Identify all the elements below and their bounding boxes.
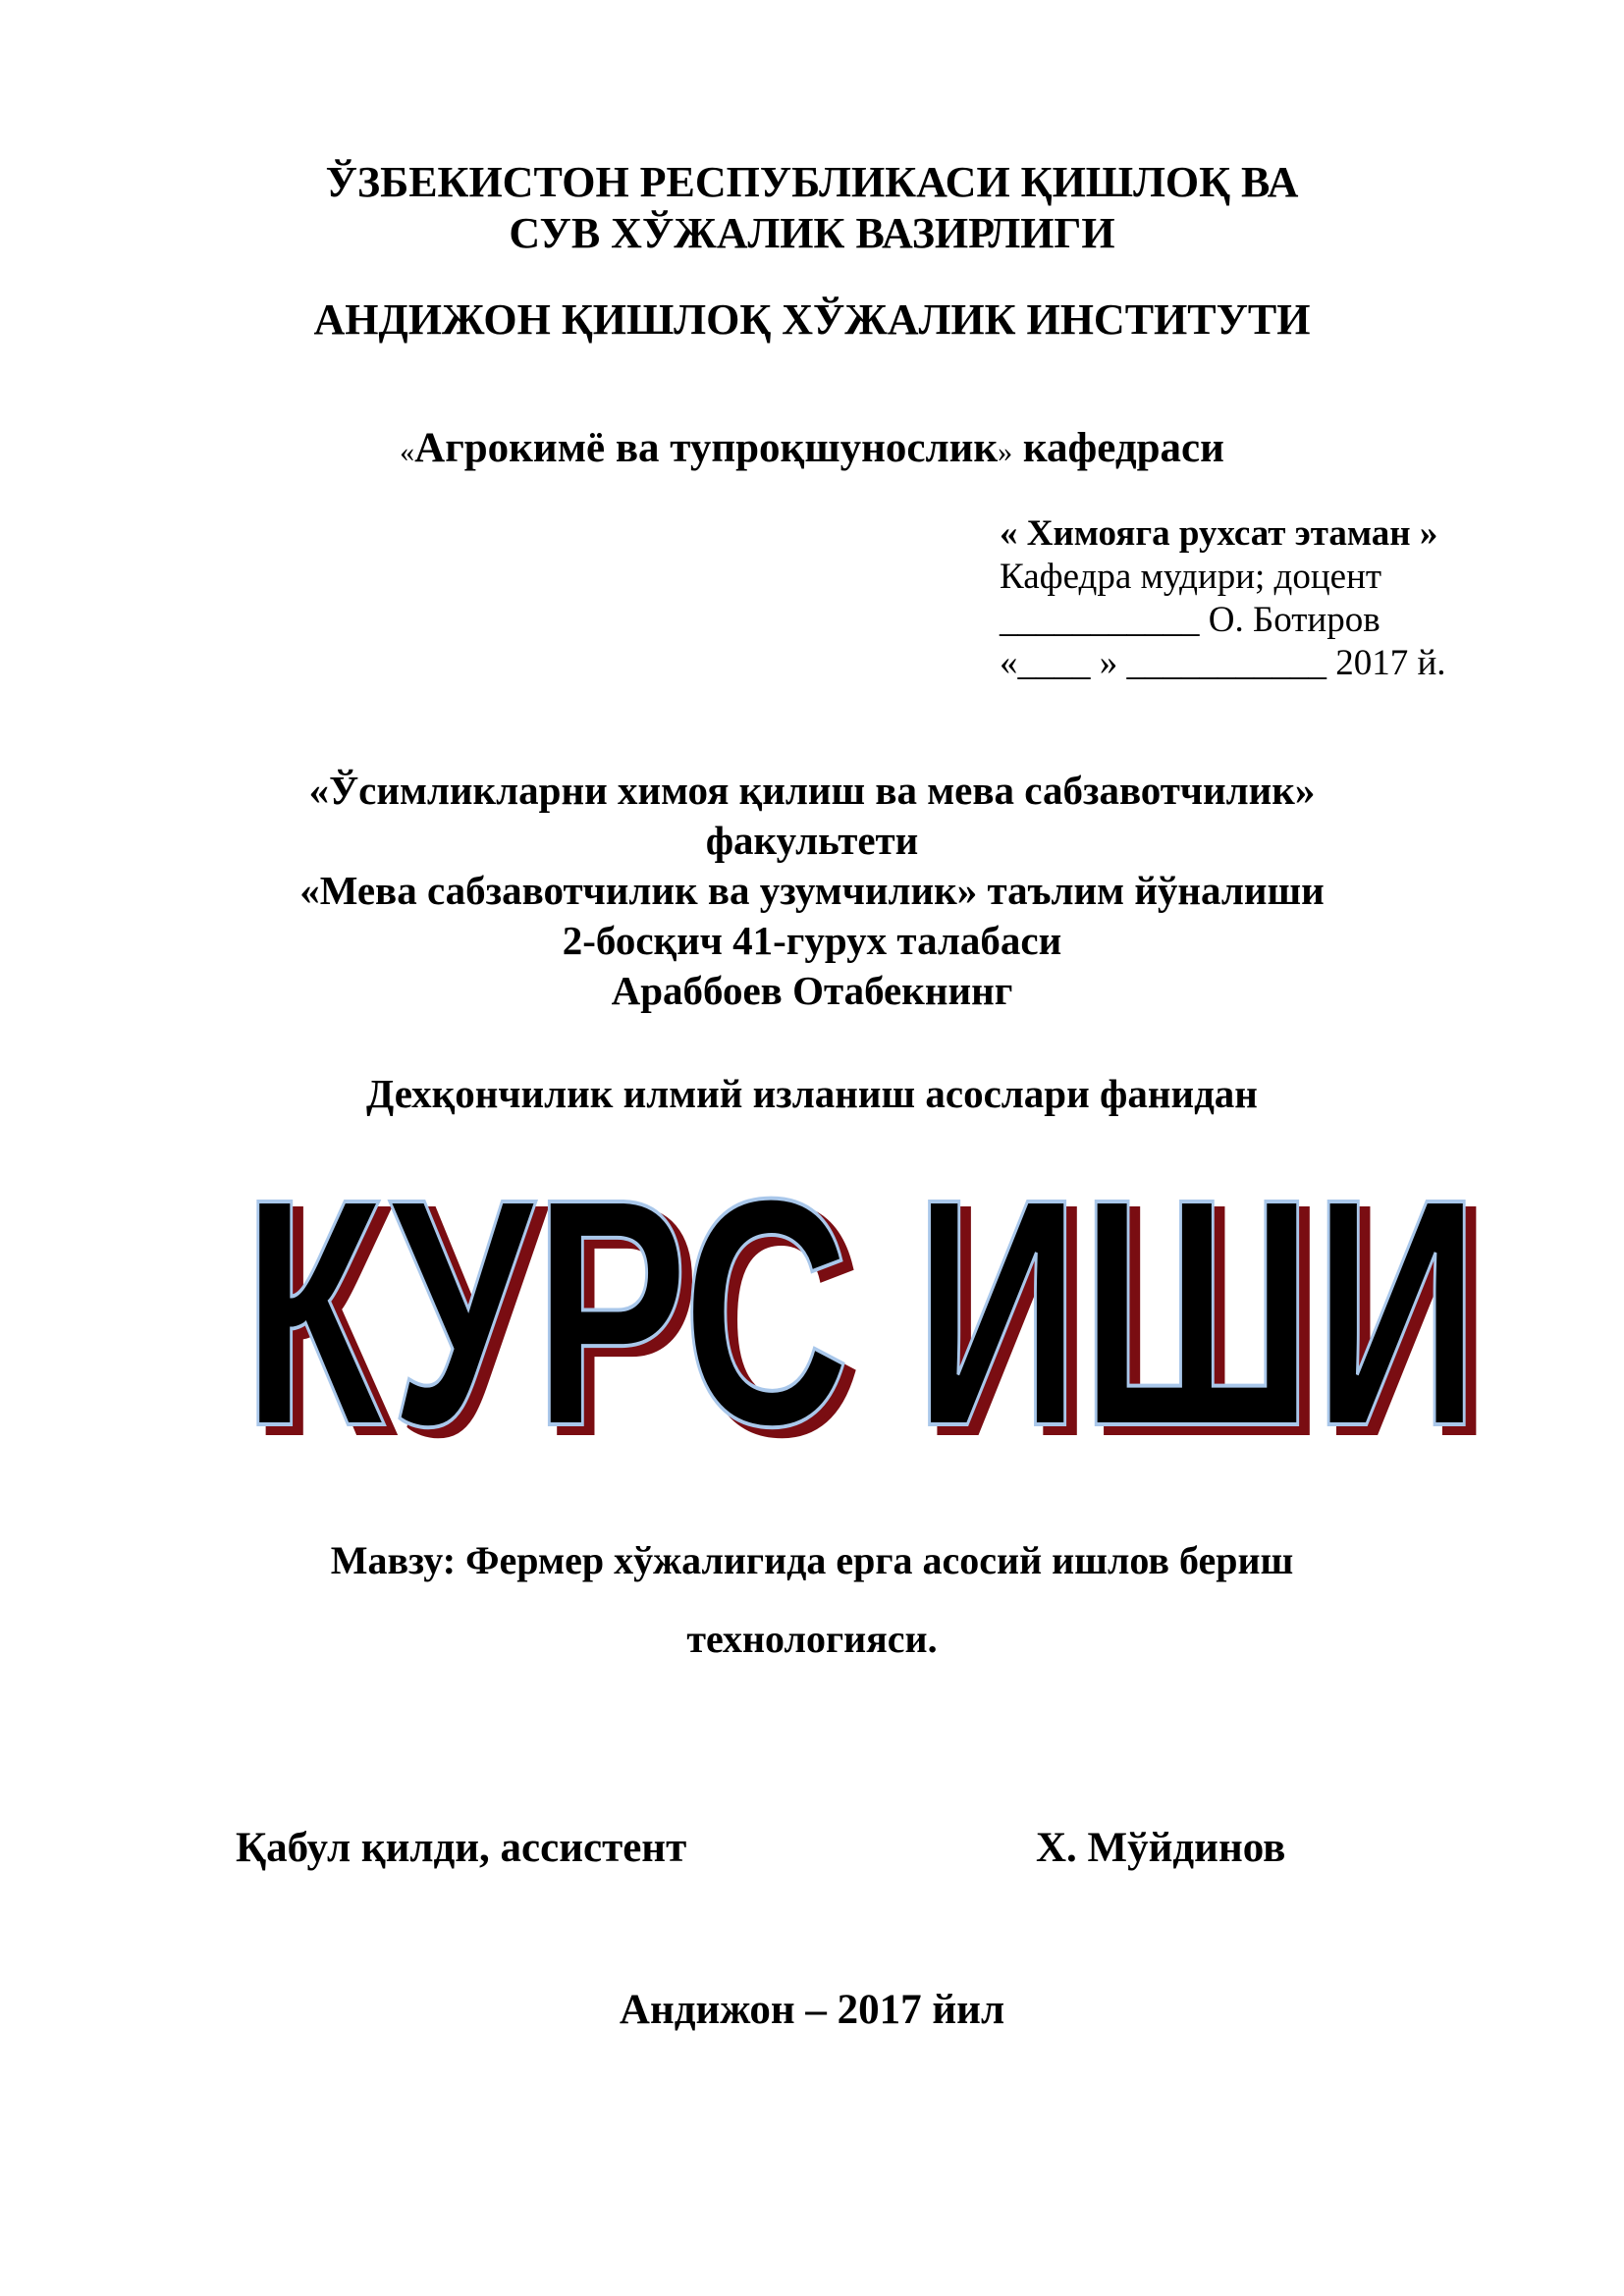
department-name: Агрокимё ва тупроқшунослик xyxy=(414,425,999,471)
main-title xyxy=(231,1163,1492,1458)
topic-line-2: технологияси. xyxy=(686,1617,938,1661)
main-title-shadow: КУРС ИШИ xyxy=(252,1163,1489,1458)
direction-line: «Мева сабзавотчилик ва узумчилик» таълим йўналиши xyxy=(299,868,1325,913)
ministry-line-1: ЎЗБЕКИСТОН РЕСПУБЛИКАСИ ҚИШЛОҚ ВА xyxy=(325,158,1299,206)
department-suffix: кафедраси xyxy=(1012,425,1224,471)
department-open-quote: « xyxy=(400,436,415,468)
faculty-line-1: «Ўсимликларни химоя қилиш ва мева сабзавотчилик» xyxy=(308,768,1316,813)
approval-block xyxy=(1000,512,1446,685)
department-close-quote: » xyxy=(998,436,1013,468)
approval-line-1: « Химояга рухсат этаман » xyxy=(1000,513,1438,554)
assistant-name: Х. Мўйдинов xyxy=(1036,1825,1286,1871)
subject-line: Дехқончилик илмий изланиш асослари фанидан xyxy=(366,1071,1258,1116)
topic-line-1: Мавзу: Фермер хўжалигида ерга асосий ишлов бериш xyxy=(330,1538,1294,1582)
ministry-line-2: СУВ ХЎЖАЛИК ВАЗИРЛИГИ xyxy=(509,209,1115,257)
approval-line-2: Кафедра мудири; доцент xyxy=(1000,557,1382,597)
accepted-label: Қабул қилди, ассистент xyxy=(236,1825,687,1871)
approval-line-3: ___________ О. Ботиров xyxy=(1000,600,1380,640)
department-line xyxy=(0,424,1624,472)
main-title-text: КУРС ИШИ xyxy=(243,1163,1480,1458)
approval-line-4: «____ » ___________ 2017 й. xyxy=(1000,643,1446,683)
city-year: Андижон – 2017 йил xyxy=(619,1987,1005,2033)
main-title-art xyxy=(231,1163,1492,1458)
institute-name: АНДИЖОН ҚИШЛОҚ ХЎЖАЛИК ИНСТИТУТИ xyxy=(313,295,1311,344)
group-line: 2-босқич 41-гурух талабаси xyxy=(562,918,1062,963)
faculty-line-2: факультети xyxy=(705,818,919,863)
student-name: Араббоев Отабекнинг xyxy=(611,968,1013,1013)
